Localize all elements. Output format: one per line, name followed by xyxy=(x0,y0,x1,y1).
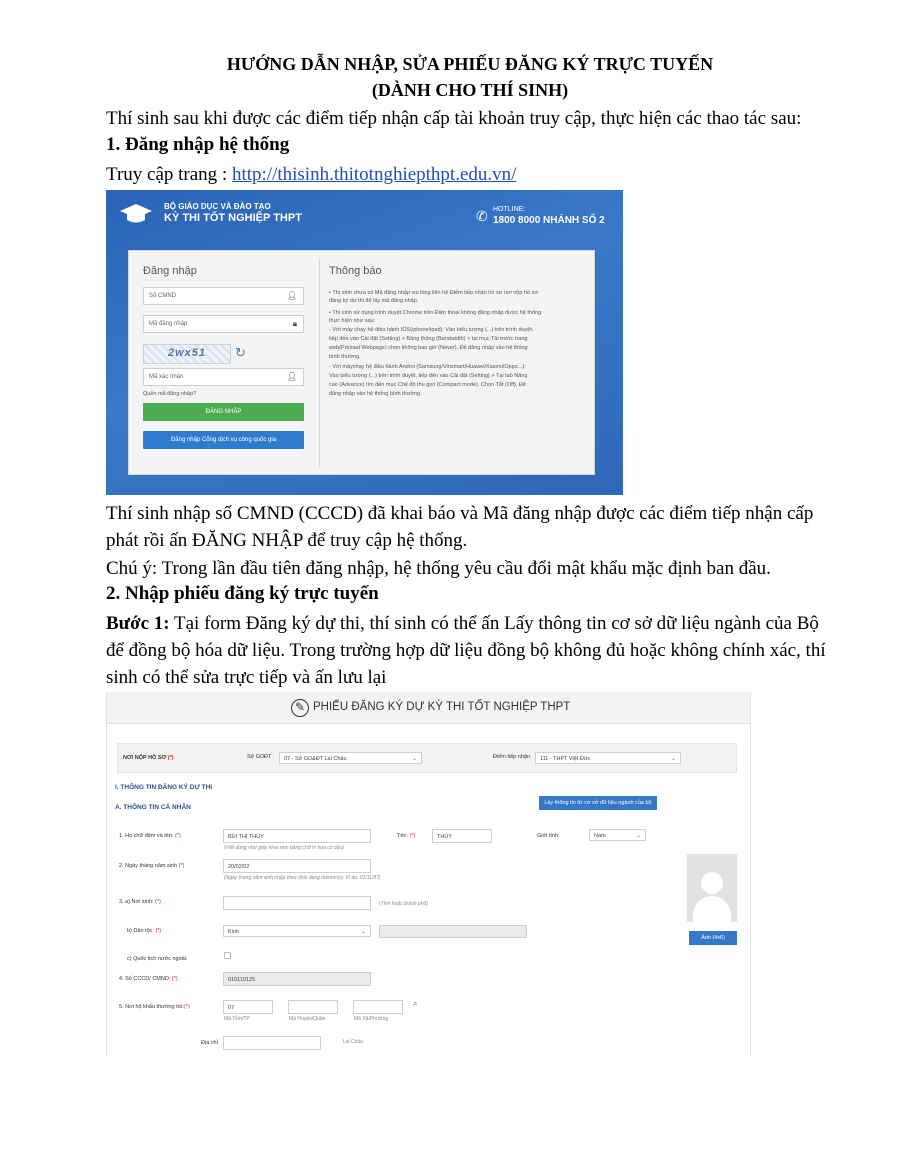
given-name-input[interactable]: THÚY xyxy=(432,829,492,843)
step1-text: Tại form Đăng ký dự thi, thí sinh có thể ấn Lấy thông tin cơ sở dữ liệu ngành của Bộ xyxy=(169,613,819,634)
full-name-hint: (Viết đúng như giấy khai sinh bằng chữ in hoa có dấu) xyxy=(224,845,344,851)
avatar-body xyxy=(693,896,731,922)
refresh-captcha-icon[interactable]: ↻ xyxy=(235,345,246,360)
access-line xyxy=(106,161,836,188)
step1-label: Bước 1: xyxy=(106,613,170,634)
login-title: Đăng nhập xyxy=(143,265,197,277)
birthplace-input[interactable] xyxy=(223,896,371,910)
chevron-down-icon: ⌄ xyxy=(635,833,641,839)
given-name-label: Tên: (*) xyxy=(397,833,416,839)
form-title: PHIẾU ĐĂNG KÝ DỰ KỲ THI TỐT NGHIỆP THPT xyxy=(313,701,571,713)
user-icon: 👤︎ xyxy=(286,291,297,300)
notice-line: bình thường. xyxy=(329,354,361,360)
receiving-point-select[interactable]: 111 - THPT Việt Đức ⌄ xyxy=(535,752,681,764)
full-name-input[interactable]: BÙI THỊ THÚY xyxy=(223,829,371,843)
document-title-line1: HƯỚNG DẪN NHẬP, SỬA PHIẾU ĐĂNG KÝ TRỰC TUYẾN xyxy=(226,54,714,74)
cmnd-input[interactable] xyxy=(143,287,304,305)
ethnicity-select[interactable]: Kinh ⌄ xyxy=(223,925,371,937)
chevron-down-icon: ⌄ xyxy=(360,929,366,935)
gender-label: Giới tính: xyxy=(537,833,560,839)
registration-form-screenshot xyxy=(106,692,751,1056)
notice-line: cao (Advance) tìm đến mục Chế độ thu gọn (Compact mode). Chọn Tắt (Off). Để xyxy=(329,382,526,388)
edit-form-icon: ✎ xyxy=(291,699,309,717)
notice-line: - Với máy chạy hệ điều hành IOS(iphone/ipad): Vào biểu tượng (...) trên trình duyệt, xyxy=(329,327,534,333)
id-number-label: 4. Số CCCD/ CMND: (*) xyxy=(119,976,178,982)
province-code-input[interactable]: 07 xyxy=(223,1000,273,1014)
captcha-input[interactable] xyxy=(143,368,304,386)
chevron-down-icon: ⌄ xyxy=(411,756,417,762)
chevron-down-icon: ⌄ xyxy=(670,756,676,762)
district-code-input[interactable] xyxy=(288,1000,338,1014)
ward-code-label: Mã Xã/Phường xyxy=(354,1016,389,1022)
submission-place-label: NƠI NỘP HỒ SƠ (*) xyxy=(123,755,174,761)
fetch-ministry-data-button[interactable]: Lấy thông tin từ cơ sở dữ liệu ngành của bộ xyxy=(539,796,657,810)
avatar-head xyxy=(701,872,723,894)
notice-line: Vào biểu tượng (...) trên trình duyệt, tiếp đến vào Cài đặt (Setting) > Tại tab Nâng xyxy=(329,373,528,379)
section-heading-login: 1. Đăng nhập hệ thống xyxy=(106,134,290,155)
notice-line: tiếp đến vào Cài đặt (Setting) > Băng thông (Bandwidth) > tại mục Tải trước trang xyxy=(329,336,528,342)
step1-line3: sinh có thể sửa trực tiếp và ấn lưu lại xyxy=(106,667,387,688)
birthplace-label: 3. a) Nơi sinh: (*) xyxy=(119,899,161,905)
step1-line1 xyxy=(106,610,836,637)
phone-icon: ✆ xyxy=(476,208,488,224)
full-name-label: 1. Họ chữ đệm và tên: (*) xyxy=(119,833,181,839)
first-login-note: Chú ý: Trong lần đầu tiên đăng nhập, hệ thống yêu cầu đổi mật khẩu mặc định ban đầu. xyxy=(106,558,771,579)
hotline-label: HOTLINE: xyxy=(493,206,526,213)
search-icon[interactable]: ⌕ xyxy=(413,999,418,1008)
form-title-bar xyxy=(107,692,751,724)
notice-title: Thông báo xyxy=(329,265,382,277)
notice-line: • Thí sinh sử dụng trình duyệt Chrome trên Điện thoại không đăng nhập được hệ thống xyxy=(329,310,542,316)
lock-icon: 🔒︎ xyxy=(292,319,297,328)
notice-line: • Thí sinh chưa có Mã đăng nhập vui lòng liên hệ Điểm tiếp nhận hồ sơ nơi nộp hồ sơ xyxy=(329,290,538,296)
public-service-login-button[interactable]: Đăng nhập Cổng dịch vụ công quốc gia xyxy=(143,431,304,449)
department-label: Sở GDĐT xyxy=(247,754,272,760)
intro-paragraph: Thí sinh sau khi được các điểm tiếp nhận cấp tài khoản truy cập, thực hiện các thao tác sau: xyxy=(106,108,802,129)
notice-line: web(Preload Webpage) chọn không bao giờ (Never). Để đăng nhập vào hệ thống xyxy=(329,345,528,351)
address-hint: Lai Châu xyxy=(343,1039,364,1045)
upload-photo-button[interactable]: Ảnh (4x6) xyxy=(689,931,737,945)
login-instruction-line2: phát rồi ấn ĐĂNG NHẬP để truy cập hệ thống. xyxy=(106,530,468,551)
login-code-placeholder: Mã đăng nhập xyxy=(149,321,188,327)
section-heading-register: 2. Nhập phiếu đăng ký trực tuyến xyxy=(106,583,379,604)
foreign-nationality-label: c) Quốc tịch nước ngoài: xyxy=(127,956,188,962)
hotline-number: 1800 8000 NHÁNH SỐ 2 xyxy=(493,215,605,226)
document-title-line2: (DÀNH CHO THÍ SINH) xyxy=(371,80,569,100)
dob-input[interactable]: 20/02/02 xyxy=(223,859,371,873)
login-code-input[interactable] xyxy=(143,315,304,333)
step1-line2: để đồng bộ hóa dữ liệu. Trong trường hợp dữ liệu đồng bộ không đủ hoặc không chính xác, thí xyxy=(106,640,826,661)
login-screenshot xyxy=(106,190,623,495)
province-code-label: Mã Tỉnh/TP xyxy=(224,1016,250,1022)
gender-select[interactable]: Nam ⌄ xyxy=(589,829,646,841)
student-photo-placeholder xyxy=(687,854,737,922)
ward-code-input[interactable] xyxy=(353,1000,403,1014)
ethnicity-label: b) Dân tộc: (*) xyxy=(127,928,162,934)
forgot-code-link[interactable]: Quên mã đăng nhập? xyxy=(143,391,197,397)
access-url-link[interactable]: http://thisinh.thitotnghiepthpt.edu.vn/ xyxy=(231,164,517,185)
district-code-label: Mã Huyện/Quận xyxy=(289,1016,326,1022)
notice-line: thực hiện như sau: xyxy=(329,318,376,324)
dob-hint: (Ngày tháng năm sinh nhập theo định dạng dd/mm/yy. Ví dụ: 01/11/87) xyxy=(224,875,381,881)
ministry-name: BỘ GIÁO DỤC VÀ ĐÀO TẠO xyxy=(164,202,271,211)
access-prefix: Truy cập trang : xyxy=(106,164,232,185)
address-input[interactable] xyxy=(223,1036,321,1050)
ethnicity-other-input xyxy=(379,925,527,938)
login-button[interactable]: ĐĂNG NHẬP xyxy=(143,403,304,421)
department-select[interactable]: 07 - Sở GD&ĐT Lai Châu ⌄ xyxy=(279,752,422,764)
address-label: Địa chỉ xyxy=(201,1040,218,1046)
dob-label: 2. Ngày tháng năm sinh (*) xyxy=(119,863,185,869)
notice-line: - Với máychạy hệ điều hành Androi (Samsung/Vinsmart/Huawei/Xiaomi/Oppo...): xyxy=(329,364,526,370)
notice-line: đăng ký dự thi để lấy mã đăng nhập. xyxy=(329,298,419,304)
residence-label: 5. Nơi hộ khẩu thường trú:(*) xyxy=(119,1004,190,1010)
login-card xyxy=(128,250,595,475)
id-number-input: 010110125 xyxy=(223,972,371,986)
captcha-placeholder: Mã xác nhận xyxy=(149,374,184,380)
graduation-cap-icon xyxy=(118,202,154,224)
birthplace-hint: (Tỉnh hoặc thành phố) xyxy=(379,901,428,907)
card-divider xyxy=(319,259,320,467)
receiving-point-label: Điểm tiếp nhận xyxy=(493,754,530,760)
section-personal-info: A. THÔNG TIN CÁ NHÂN xyxy=(115,804,191,811)
notice-line: đăng nhập vào hệ thống bình thường. xyxy=(329,391,422,397)
section-registration-info: I. THÔNG TIN ĐĂNG KÝ DỰ THI xyxy=(115,784,213,791)
cmnd-placeholder: Số CMND xyxy=(149,293,177,299)
captcha-image: 2wx51 xyxy=(143,344,231,364)
user-icon: 👤︎ xyxy=(286,372,297,381)
exam-name: KỲ THI TỐT NGHIỆP THPT xyxy=(164,212,302,224)
login-instruction-line1: Thí sinh nhập số CMND (CCCD) đã khai báo và Mã đăng nhập được các điểm tiếp nhận cấp xyxy=(106,503,814,524)
foreign-nationality-checkbox[interactable] xyxy=(224,952,231,959)
